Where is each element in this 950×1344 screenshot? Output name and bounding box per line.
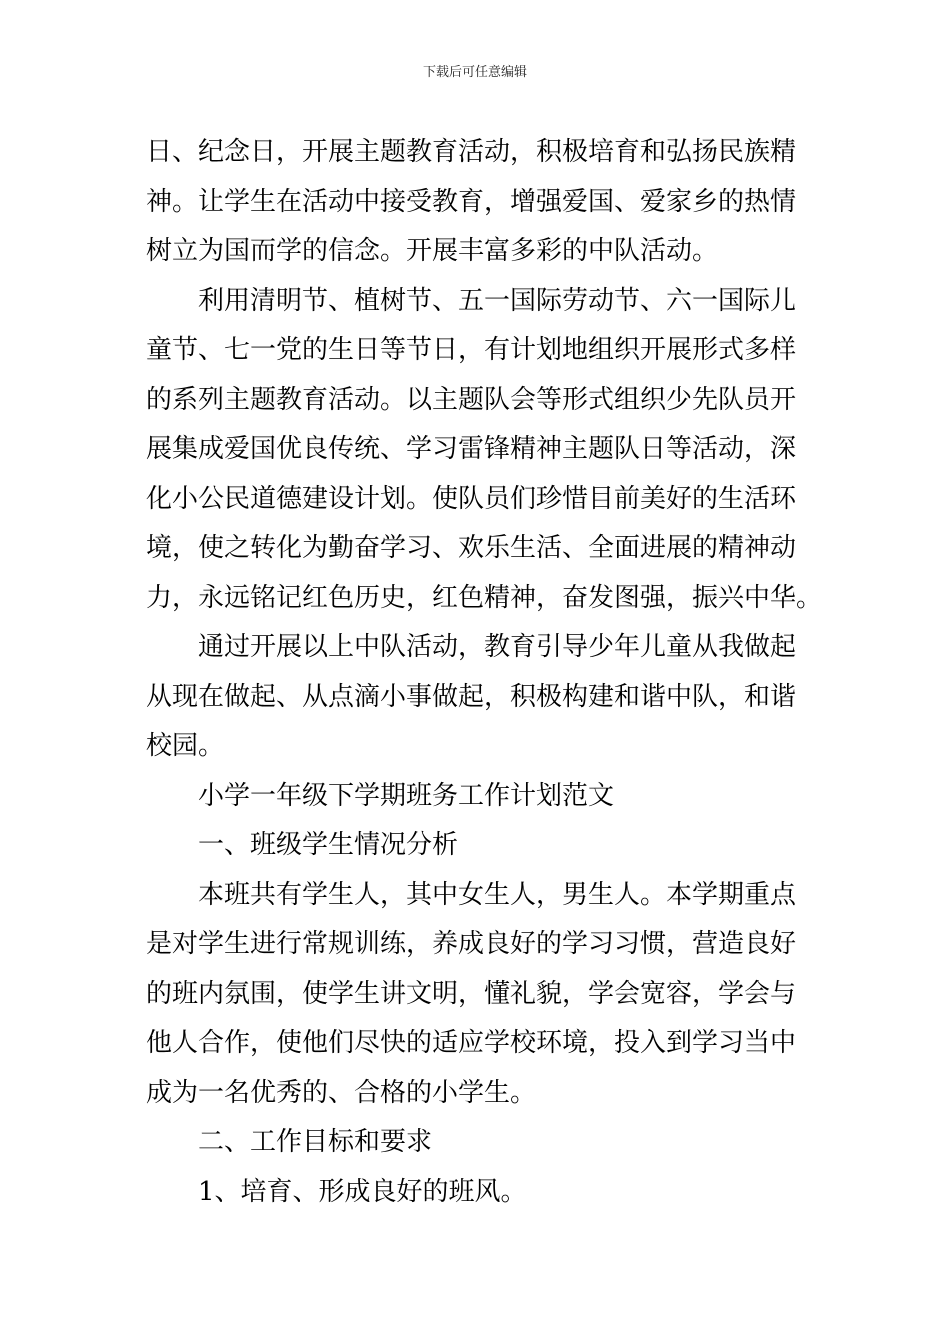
text-line: 化小公民道德建设计划。使队员们珍惜目前美好的生活环 [146, 483, 797, 514]
text-line: 境，使之转化为勤奋学习、欢乐生活、全面进展的精神动 [146, 533, 797, 563]
section-title: 小学一年级下学期班务工作计划范文 [198, 780, 615, 811]
list-item: 1、培育、形成良好的班风。 [198, 1176, 527, 1207]
section-heading: 一、班级学生情况分析 [198, 830, 459, 860]
text-line: 通过开展以上中队活动，教育引导少年儿童从我做起 [198, 632, 797, 662]
text-line: 利用清明节、植树节、五一国际劳动节、六一国际儿 [198, 285, 797, 316]
document-body [146, 128, 823, 1217]
text-line: 树立为国而学的信念。开展丰富多彩的中队活动。 [146, 236, 719, 266]
text-line: 日、纪念日，开展主题教育活动，积极培育和弘扬民族精 [146, 137, 797, 167]
text-line: 力，永远铭记红色历史，红色精神，奋发图强，振兴中华。 [146, 582, 823, 613]
text-line: 校园。 [146, 731, 225, 761]
text-line: 展集成爱国优良传统、学习雷锋精神主题队日等活动，深 [146, 434, 797, 464]
section-heading: 二、工作目标和要求 [198, 1127, 433, 1157]
text-line: 他人合作，使他们尽快的适应学校环境，投入到学习当中 [146, 1028, 797, 1058]
text-line: 从现在做起、从点滴小事做起，积极构建和谐中队，和谐 [146, 681, 797, 712]
text-line: 本班共有学生人，其中女生人，男生人。本学期重点 [198, 879, 797, 910]
text-line: 成为一名优秀的、合格的小学生。 [146, 1077, 537, 1108]
text-line: 是对学生进行常规训练，养成良好的学习习惯，营造良好 [146, 929, 797, 959]
text-line: 的系列主题教育活动。以主题队会等形式组织少先队员开 [146, 384, 797, 415]
text-line: 童节、七一党的生日等节日，有计划地组织开展形式多样 [146, 335, 797, 365]
text-line: 的班内氛围，使学生讲文明，懂礼貌，学会宽容，学会与 [146, 978, 797, 1009]
header-note: 下载后可任意编辑 [422, 65, 527, 80]
text-line: 神。让学生在活动中接受教育，增强爱国、爱家乡的热情 [146, 186, 797, 217]
